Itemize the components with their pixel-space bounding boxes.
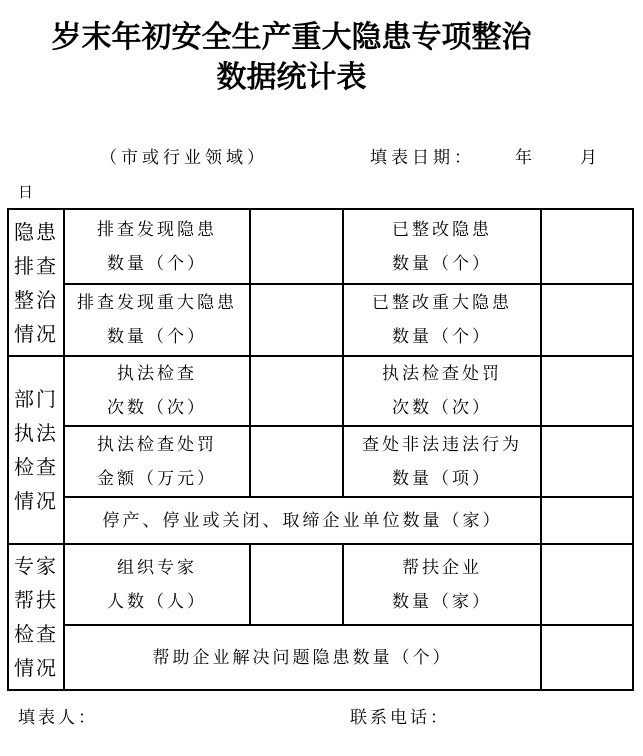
field-label: 帮助企业解决问题隐患数量（个） [64,625,541,690]
field-label-line: 金额（万元） [97,468,217,489]
resolved-hazards-input[interactable] [541,625,633,690]
field-label-line: 已整改重大隐患 [372,293,512,313]
field-label-line: 执法检查处罚 [97,434,217,455]
field-label-line: 执法检查 [117,364,197,384]
major-hazards-rectified-input[interactable] [541,284,633,356]
section-label-text: 隐患 [14,219,58,244]
field-label [64,544,250,625]
table-row [8,544,633,625]
hazards-rectified-input[interactable] [541,209,633,284]
inspection-count-input[interactable] [250,356,343,426]
illegal-acts-input[interactable] [541,426,633,497]
section-label-text: 情况 [14,489,58,513]
field-label-line: 已整改隐患 [392,219,492,240]
field-label: 停产、停业或关闭、取缔企业单位数量（家） [64,497,541,544]
section-label-enforcement [8,356,64,544]
section-label-text: 整治 [14,287,58,312]
penalty-amount-input[interactable] [250,426,343,497]
expert-count-input[interactable] [250,544,343,625]
section-label-text: 排查 [14,253,58,278]
hazards-found-input[interactable] [250,209,343,284]
field-label-line: 查处非法违法行为 [362,434,522,455]
section-label-text: 情况 [14,656,58,680]
month-label: 月 [580,148,601,168]
field-label-line: 排查发现重大隐患 [77,293,237,313]
assisted-enterprises-input[interactable] [541,544,633,625]
field-label [343,356,541,426]
field-label-line: 数量（个） [392,327,492,347]
field-label-line: 次数（次） [392,398,492,418]
region-label: （市或行业领域） [100,148,268,168]
field-label [343,209,541,284]
year-label: 年 [515,148,536,168]
statistics-table [7,208,634,691]
table-row [8,497,633,544]
table-row [8,625,633,690]
closed-units-input[interactable] [541,497,633,544]
fill-date-label: 填表日期： [370,148,475,168]
document-title-line2: 数据统计表 [216,60,367,95]
document-title-line1: 岁末年初安全生产重大隐患专项整治 [51,20,532,55]
section-label-hazard [8,209,64,356]
day-label: 日 [18,183,38,201]
phone-label: 联系电话： [350,708,450,728]
table-row [8,356,633,426]
penalty-count-input[interactable] [541,356,633,426]
field-label [64,284,250,356]
field-label-line: 数量（家） [392,591,492,612]
field-label [64,426,250,497]
field-label-line: 排查发现隐患 [97,219,217,240]
section-label-text: 检查 [14,455,58,479]
section-label-text: 情况 [14,321,58,346]
major-hazards-found-input[interactable] [250,284,343,356]
table-row [8,284,633,356]
field-label [64,209,250,284]
section-label-text: 帮扶 [14,588,58,612]
field-label-line: 数量（个） [107,327,207,347]
field-label [343,426,541,497]
field-label-line: 数量（个） [392,253,492,274]
field-label-line: 次数（次） [107,398,207,418]
table-row [8,426,633,497]
field-label-line: 数量（个） [107,253,207,274]
field-label-line: 执法检查处罚 [382,364,502,384]
field-label-line: 组织专家 [117,557,197,578]
filler-label: 填表人： [18,708,98,728]
field-label-line: 人数（人） [107,591,207,612]
field-label-line: 帮扶企业 [402,557,482,578]
field-label [343,544,541,625]
section-label-text: 执法 [14,421,58,445]
section-label-text: 检查 [14,622,58,646]
field-label [343,284,541,356]
field-label [64,356,250,426]
section-label-text: 专家 [14,554,58,578]
table-row [8,209,633,284]
section-label-text: 部门 [14,387,58,411]
field-label-line: 数量（项） [392,468,492,489]
section-label-expert [8,544,64,690]
